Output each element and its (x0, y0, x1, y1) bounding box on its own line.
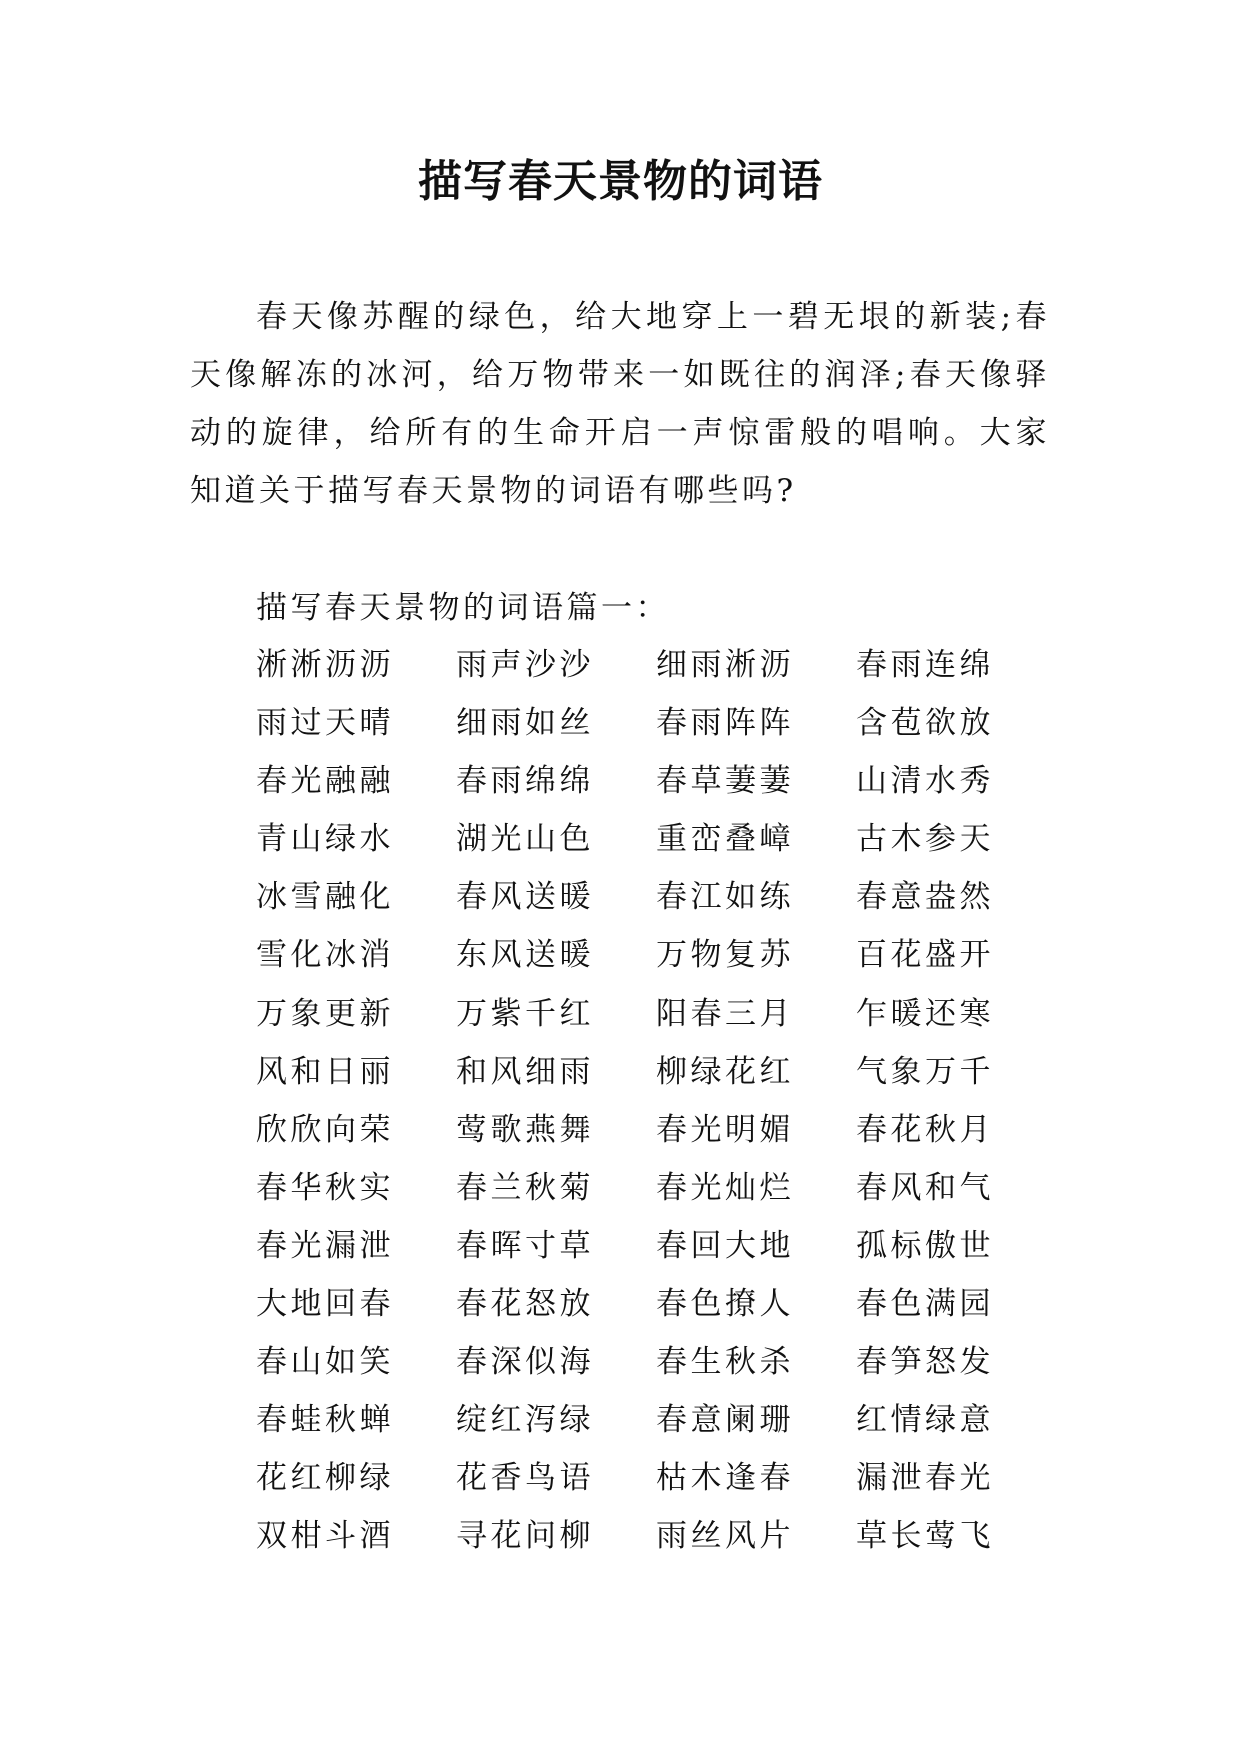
word-item: 风和日丽 (256, 1053, 394, 1090)
word-item: 春雨阵阵 (656, 705, 794, 742)
word-item: 古木参天 (856, 821, 994, 858)
word-item: 雨声沙沙 (456, 647, 594, 683)
word-item: 春风和气 (856, 1169, 994, 1206)
word-item: 百花盛开 (856, 937, 994, 974)
word-item: 枯木逢春 (656, 1460, 794, 1497)
word-item: 春笋怒发 (856, 1344, 994, 1381)
word-item: 春雨绵绵 (456, 763, 594, 800)
word-item: 花红柳绿 (256, 1460, 394, 1497)
word-item: 冰雪融化 (256, 879, 394, 916)
word-item: 淅淅沥沥 (256, 647, 394, 683)
word-item: 春意阑珊 (656, 1402, 794, 1439)
section-heading: 描写春天景物的词语篇一： (256, 590, 670, 626)
word-item: 春蛙秋蝉 (256, 1402, 394, 1439)
word-item: 春兰秋菊 (456, 1169, 594, 1206)
document-title: 描写春天景物的词语 (418, 156, 823, 207)
word-item: 东风送暖 (456, 937, 594, 974)
word-item: 雨丝风片 (656, 1518, 794, 1555)
intro-paragraph: 春天像苏醒的绿色，给大地穿上一碧无垠的新装;春天像解冻的冰河，给万物带来一如既往的润泽;春天像驿动的旋律，给所有的生命开启一声惊雷般的唱响。大家知道关于描写春天景物的词语有哪些吗? (190, 299, 1050, 509)
word-item: 寻花问柳 (456, 1518, 594, 1555)
word-item: 气象万千 (856, 1053, 994, 1090)
word-item: 春回大地 (656, 1227, 794, 1264)
word-item: 春深似海 (456, 1344, 594, 1381)
word-item: 花香鸟语 (456, 1460, 594, 1497)
word-list (256, 636, 1056, 1566)
word-item: 春光漏泄 (256, 1227, 394, 1264)
word-item: 双柑斗酒 (256, 1518, 394, 1555)
word-item: 雨过天晴 (256, 705, 394, 742)
word-item: 欣欣向荣 (256, 1111, 394, 1148)
word-item: 重峦叠嶂 (656, 821, 794, 858)
word-item: 湖光山色 (456, 821, 594, 858)
word-item: 柳绿花红 (656, 1053, 794, 1090)
word-item: 大地回春 (256, 1286, 394, 1323)
word-item: 红情绿意 (856, 1402, 994, 1439)
word-item: 春光融融 (256, 763, 394, 800)
word-item: 莺歌燕舞 (456, 1111, 594, 1148)
word-item: 春色满园 (856, 1286, 994, 1323)
word-item: 雪化冰消 (256, 937, 394, 974)
word-item: 万紫千红 (456, 995, 594, 1032)
word-item: 春江如练 (656, 879, 794, 916)
word-item: 春花怒放 (456, 1286, 594, 1323)
word-item: 漏泄春光 (856, 1460, 994, 1497)
word-item: 春风送暖 (456, 879, 594, 916)
word-item: 万象更新 (256, 995, 394, 1032)
word-item: 阳春三月 (656, 995, 794, 1032)
word-item: 细雨淅沥 (656, 647, 794, 683)
word-item: 春生秋杀 (656, 1344, 794, 1381)
word-item: 春华秋实 (256, 1169, 394, 1206)
word-item: 春晖寸草 (456, 1227, 594, 1264)
word-item: 春意盎然 (856, 879, 994, 916)
word-item: 细雨如丝 (456, 705, 594, 742)
word-item: 草长莺飞 (856, 1518, 994, 1555)
word-item: 春雨连绵 (856, 647, 994, 683)
word-item: 孤标傲世 (856, 1227, 994, 1264)
word-item: 春花秋月 (856, 1111, 994, 1148)
word-item: 春光明媚 (656, 1111, 794, 1148)
word-item: 青山绿水 (256, 821, 394, 858)
word-item: 春色撩人 (656, 1286, 794, 1323)
word-item: 万物复苏 (656, 937, 794, 974)
word-item: 绽红泻绿 (456, 1402, 594, 1439)
word-item: 和风细雨 (456, 1053, 594, 1090)
word-item: 乍暖还寒 (856, 995, 994, 1032)
word-item: 春山如笑 (256, 1344, 394, 1381)
word-item: 山清水秀 (856, 763, 994, 800)
word-item: 春草萋萋 (656, 763, 794, 800)
word-item: 含苞欲放 (856, 705, 994, 742)
word-item: 春光灿烂 (656, 1169, 794, 1206)
